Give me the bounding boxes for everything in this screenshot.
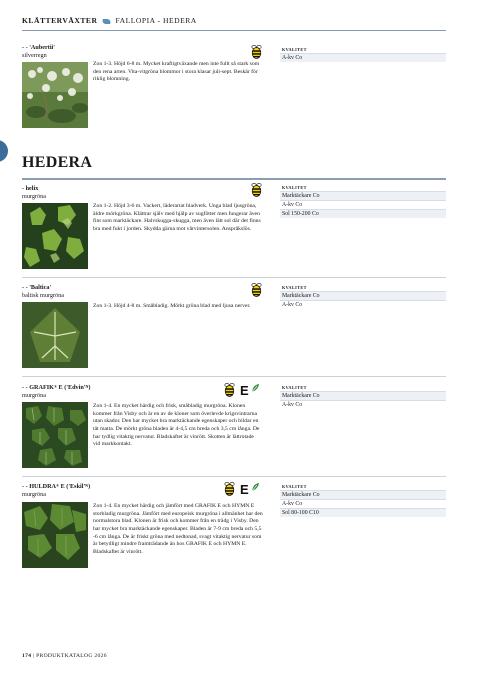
name-mark: N [85,483,89,488]
quality-list [280,391,446,409]
quality-list [280,291,446,309]
product-name-part: ) [88,384,91,391]
quality-label: KVALITET [282,484,307,489]
quality-item: A-kv Co [280,200,446,209]
section-rule [22,178,446,180]
product-description: Zon 1-3. Höjd 4-8 m. Småbladig. Mörkt gröna blad med ljusa nerver. [93,303,251,309]
product-photo [22,62,88,128]
quality-item: A-kv Co [280,499,446,508]
product-name-part: E ('Edvin' [56,384,86,391]
quality-item: Marktäckare Co [280,391,446,400]
product-name-part: - - GRAFIK [22,384,54,391]
product-common-name: silverregn [22,52,47,59]
section-title: HEDERA [22,154,93,171]
breadcrumb-category: KLÄTTERVÄXTER [22,16,98,25]
quality-label: KVALITET [282,185,307,190]
quality-item: A-kv Co [280,53,446,62]
quality-list [280,53,446,62]
catalog-name: PRODUKTKATALOG 2026 [36,653,107,659]
registered-mark: ® [53,384,57,389]
product-name-part: - - HULDRA [22,483,57,490]
product-description: Zon 1-4. En mycket härdig och jämfört med GRAFIK E och HYMN E storbladig murgröna. Jämfört med europeisk murgröna i allmänhet har den normalstora blad. Klonen är frisk och kommer från en trädg i Visby. Den har mycket bra marktäckande egenskaper. Bladen är 7-9 cm breda och 5,5 -6 cm långa. De är friskt gröna med nedtonad, svagt vitaktig nervatur som är betydligt mindre framträdande än hos GRAFIK E och HYMN E. Bladskaftet är vinrött. [93,503,263,555]
page-footer [22,653,107,659]
quality-label: KVALITET [282,47,307,52]
product-name: - - 'Baltica' [22,284,52,291]
registered-mark: ® [56,483,60,488]
product-divider [22,476,446,477]
bee-icon [251,182,262,197]
product-photo [22,402,88,468]
product-name: - helix [22,185,39,192]
product-divider [22,376,446,377]
product-name-part: E ('Eskil' [59,483,86,490]
bee-icon [251,282,262,297]
quality-item: Sol 80-100 C10 [280,508,446,517]
quality-item: Sol 150-200 Co [280,209,446,218]
product-name [22,483,90,490]
product-name-part: ) [88,483,91,490]
product-divider [22,277,446,278]
name-mark: N [85,384,89,389]
product-common-name: murgröna [22,392,46,399]
quality-item: Marktäckare Co [280,191,446,200]
quality-item: Marktäckare Co [280,291,446,300]
bee-icon [224,382,235,397]
bee-icon [251,44,262,59]
product-description: Zon 1-2. Höjd 3-6 m. Vackert, läderartat bladverk. Unga blad ljusgröna, äldre mörkgröna. Klättrar själv med hjälp av sugfötter men fungerar även fint som marktäckare. Halvskugga-skugga, men även lätt sol där det finns bra med fukt i jorden. Skydda gärna mot vårvintersolen. Anspråkslös. [93,203,261,232]
product-common-name: murgröna [22,491,46,498]
product-photo [22,502,88,568]
product-common-name: murgröna [22,193,46,200]
quality-label: KVALITET [282,285,307,290]
product-name: - - 'Aubertii' [22,44,55,51]
e-plant-badge-icon [240,481,262,496]
page-number: 174 [22,653,32,659]
quality-list [280,191,446,218]
section-tab-marker [0,140,8,162]
breadcrumb-crumb: FALLOPIA - HEDERA [115,16,197,25]
product-photo [22,203,88,269]
e-plant-badge-icon [240,382,262,397]
e-plant-badge-letter: E [240,383,249,398]
product-description: Zon 1-3. Höjd 6-8 m. Mycket kraftigtväxande men inte fullt så stark som den rena arten. Vita-vitgröna blommor i stora klasar juli-sept. Beskär för riklig blomning. [93,61,260,83]
quality-item: Marktäckare Co [280,490,446,499]
quality-item: A-kv Co [280,400,446,409]
product-common-name: baltisk murgröna [22,292,64,299]
product-name [22,384,90,391]
footer-separator: | [33,653,35,659]
product-photo [22,302,88,368]
quality-item: A-kv Co [280,300,446,309]
quality-label: KVALITET [282,385,307,390]
breadcrumb [22,16,197,25]
quality-list [280,490,446,517]
product-description: Zon 1-4. En mycket härdig och frisk, småbladig murgröna. Klonen kommer från Visby och är en av de kloner som överlevde krigsvintrarna utan skador. Den har mycket bra marktäckande egenskaper och bildar en tät matta. De mörkt gröna bladen är 4-4,5 cm breda och 3,5 cm långa. De har tydlig vitaktig nervatur. Bladskaftet är vinrött. Skotten är lättrotade vid markkontakt. [93,403,260,448]
header-divider [22,30,446,31]
e-plant-badge-letter: E [240,482,249,497]
bee-icon [224,481,235,496]
leaf-icon [102,19,113,24]
